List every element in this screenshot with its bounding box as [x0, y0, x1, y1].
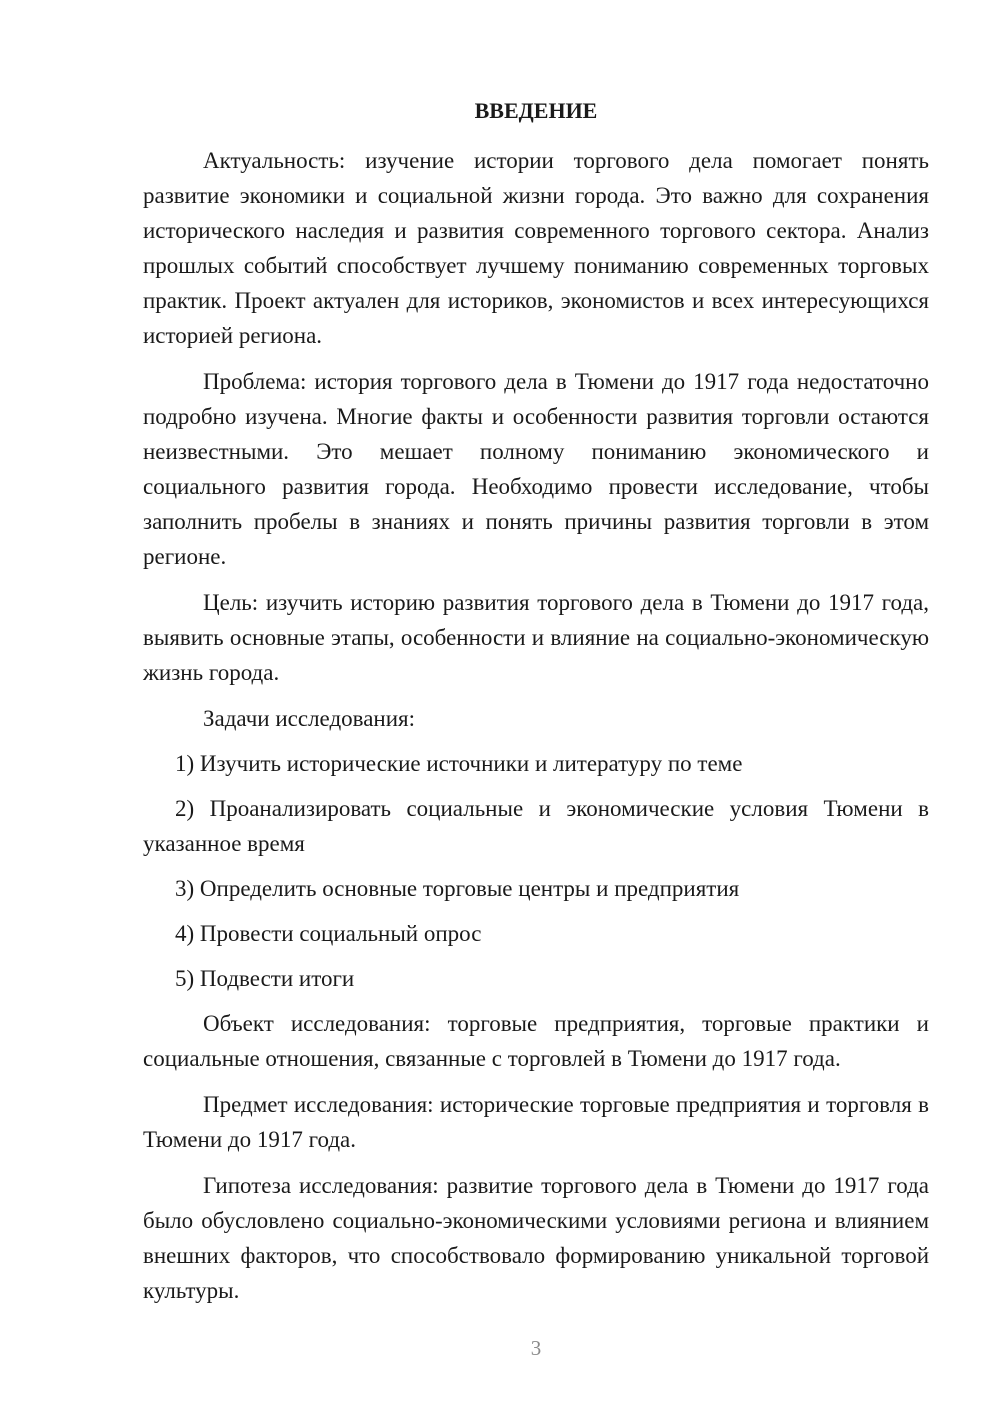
paragraph-problem: Проблема: история торгового дела в Тюмени до 1917 года недостаточно подробно изучена. Многие факты и особенности развития торговли остаются неизвестными. Это мешает полному пониманию экономического и социального развития города. Необходимо провести исследование, чтобы заполнить пробелы в знаниях и понять причины развития торговли в этом регионе.	[143, 369, 929, 569]
document-body	[143, 143, 929, 1319]
task-item: 1) Изучить исторические источники и литературу по теме	[175, 751, 743, 776]
task-item: 5) Подвести итоги	[175, 966, 355, 991]
document-title: ВВЕДЕНИЕ	[474, 98, 598, 123]
task-item: 4) Провести социальный опрос	[175, 921, 482, 946]
paragraph-hypothesis: Гипотеза исследования: развитие торгового дела в Тюмени до 1917 года было обусловлено социально-экономическими условиями региона и влиянием внешних факторов, что способствовало формированию уникальной торговой культуры.	[143, 1173, 929, 1303]
paragraph-object: Объект исследования: торговые предприятия, торговые практики и социальные отношения, связанные с торговлей в Тюмени до 1917 года.	[143, 1011, 929, 1071]
task-item: 2) Проанализировать социальные и экономические условия Тюмени в указанное время	[143, 796, 929, 856]
paragraph-subject: Предмет исследования: исторические торговые предприятия и торговля в Тюмени до 1917 года.	[143, 1092, 929, 1152]
page-number: 3	[530, 1336, 542, 1360]
task-item: 3) Определить основные торговые центры и предприятия	[175, 876, 740, 901]
tasks-heading: Задачи исследования:	[203, 706, 416, 731]
paragraph-relevance: Актуальность: изучение истории торгового дела помогает понять развитие экономики и социальной жизни города. Это важно для сохранения исторического наследия и развития современного торгового сектора. Анализ прошлых событий способствует лучшему пониманию современных торговых практик. Проект актуален для историков, экономистов и всех интересующихся историей региона.	[143, 148, 929, 348]
paragraph-goal: Цель: изучить историю развития торгового дела в Тюмени до 1917 года, выявить основные этапы, особенности и влияние на социально-экономическую жизнь города.	[143, 590, 929, 685]
